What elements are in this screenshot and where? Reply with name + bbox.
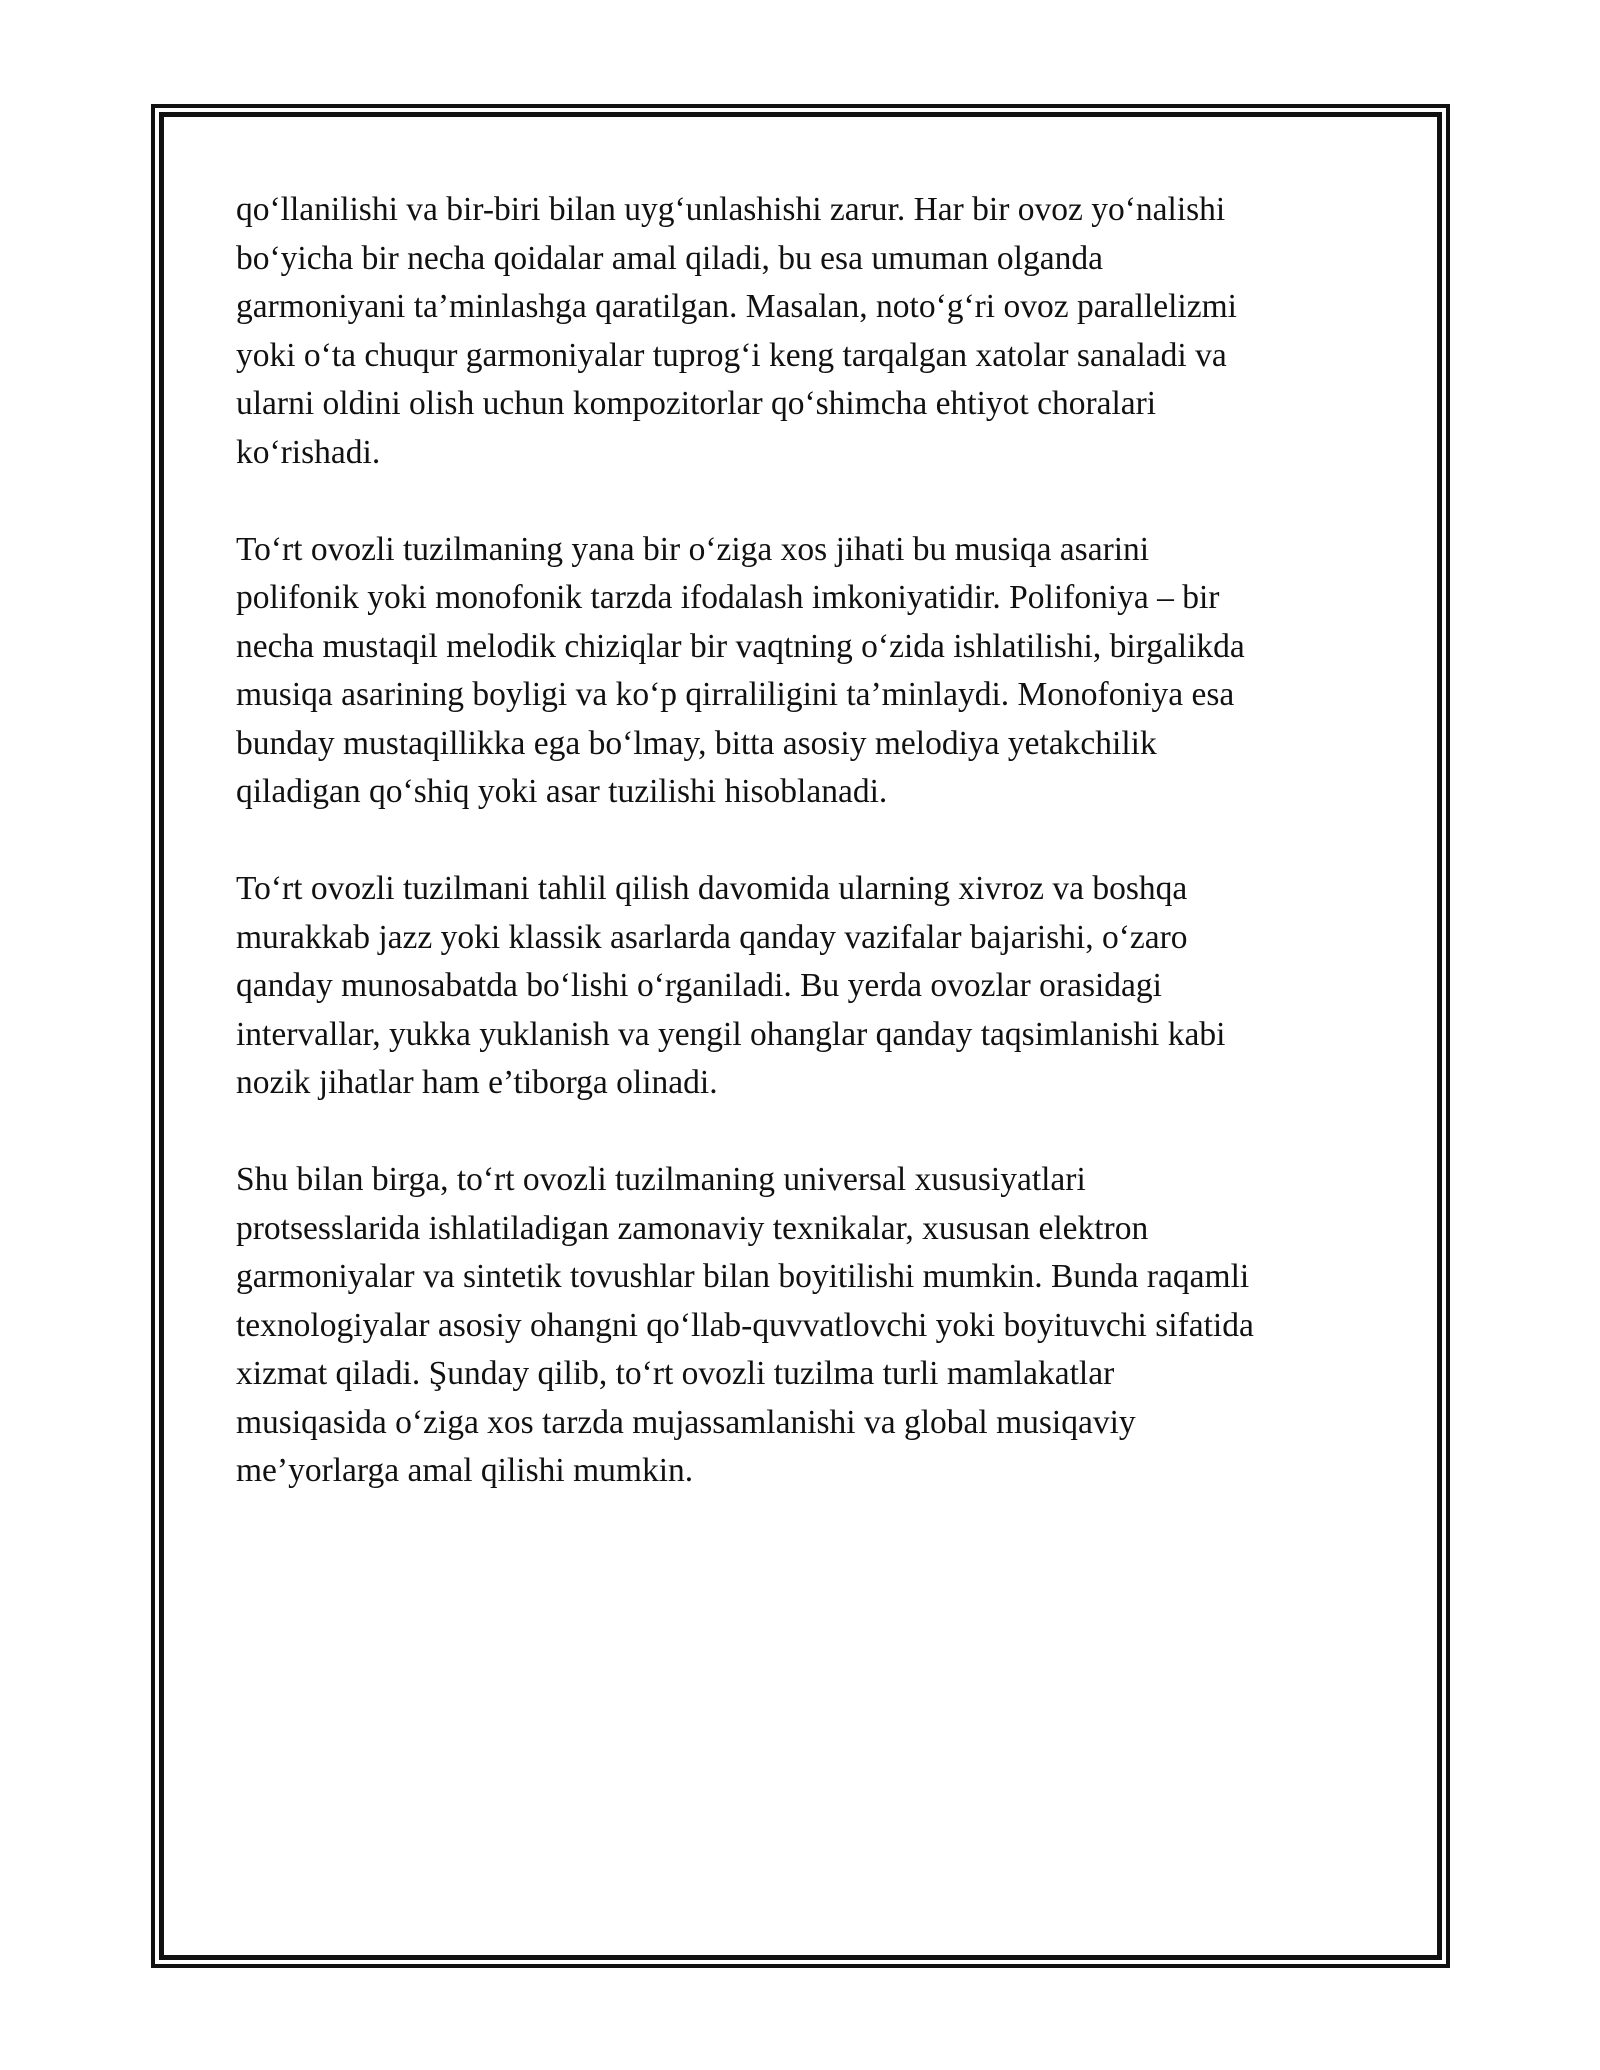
text-line: nozik jihatlar ham e’tiborga olinadi. <box>236 1064 718 1101</box>
text-line: bo‘yicha bir necha qoidalar amal qiladi, bu esa umuman olganda <box>236 239 1103 277</box>
text-line: To‘rt ovozli tuzilmani tahlil qilish davomida ularning xivroz va boshqa <box>236 870 1188 907</box>
text-line: To‘rt ovozli tuzilmaning yana bir o‘ziga xos jihati bu musiqa asarini <box>236 530 1150 568</box>
text-line: yoki o‘ta chuqur garmoniyalar tuprog‘i keng tarqalgan xatolar sanaladi va <box>236 336 1227 374</box>
text-line: qo‘llanilishi va bir-biri bilan uyg‘unlashishi zarur. Har bir ovoz yo‘nalishi <box>236 191 1226 228</box>
text-line: intervallar, yukka yuklanish va yengil ohanglar qanday taqsimlanishi kabi <box>236 1015 1226 1053</box>
paragraph-4 <box>236 1156 1366 1496</box>
text-line: polifonik yoki monofonik tarzda ifodalash imkoniyatidir. Polifoniya – bir <box>236 579 1220 616</box>
paragraph-2 <box>236 526 1366 817</box>
text-line: Shu bilan birga, to‘rt ovozli tuzilmaning universal xususiyatlari <box>236 1161 1086 1198</box>
paragraph-1 <box>236 186 1366 477</box>
document-body <box>236 186 1366 1544</box>
text-line: protsesslarida ishlatiladigan zamonaviy texnikalar, xususan elektron <box>236 1209 1149 1247</box>
text-line: necha mustaqil melodik chiziqlar bir vaqtning o‘zida ishlatilishi, birgalikda <box>236 627 1245 665</box>
paragraph-3 <box>236 865 1366 1108</box>
text-line: bunday mustaqillikka ega bo‘lmay, bitta asosiy melodiya yetakchilik <box>236 724 1157 762</box>
text-line: musiqa asarining boyligi va ko‘p qirraliligini ta’minlaydi. Monofoniya esa <box>236 676 1235 713</box>
text-line: me’yorlarga amal qilishi mumkin. <box>236 1452 694 1489</box>
text-line: garmoniyalar va sintetik tovushlar bilan boyitilishi mumkin. Bunda raqamli <box>236 1258 1250 1295</box>
text-line: ularni oldini olish uchun kompozitorlar qo‘shimcha ehtiyot choralari <box>236 385 1157 422</box>
text-line: garmoniyani ta’minlashga qaratilgan. Masalan, noto‘g‘ri ovoz parallelizmi <box>236 288 1237 325</box>
text-line: qiladigan qo‘shiq yoki asar tuzilishi hisoblanadi. <box>236 773 888 810</box>
text-line: texnologiyalar asosiy ohangni qo‘llab-quvvatlovchi yoki boyituvchi sifatida <box>236 1306 1254 1344</box>
text-line: murakkab jazz yoki klassik asarlarda qanday vazifalar bajarishi, o‘zaro <box>236 918 1188 956</box>
text-line: ko‘rishadi. <box>236 433 381 471</box>
text-line: qanday munosabatda bo‘lishi o‘rganiladi. Bu yerda ovozlar orasidagi <box>236 967 1162 1004</box>
text-line: xizmat qiladi. Şunday qilib, to‘rt ovozli tuzilma turli mamlakatlar <box>236 1355 1115 1392</box>
text-line: musiqasida o‘ziga xos tarzda mujassamlanishi va global musiqaviy <box>236 1403 1136 1441</box>
